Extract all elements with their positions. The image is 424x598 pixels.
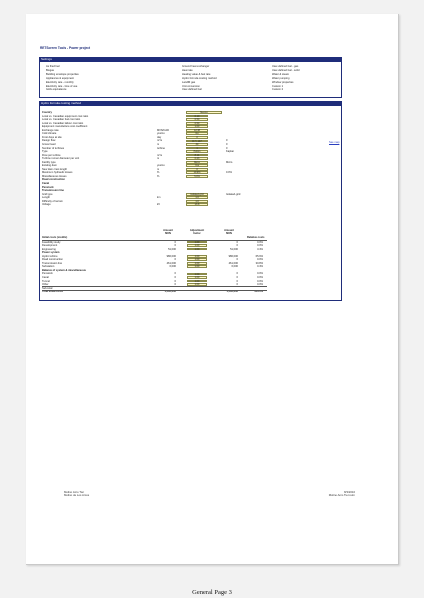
param-label: Existing dam (42, 164, 57, 168)
param-reference: Isolated-grid (226, 192, 241, 196)
param-reference: 0 (226, 142, 228, 146)
param-input[interactable]: Mexico (186, 111, 222, 114)
cost-relative: 30.8% (255, 261, 263, 265)
cost-label: Canal (42, 276, 49, 279)
param-label: Type (42, 150, 48, 154)
param-unit: MXN/CAD (157, 128, 169, 132)
cost-relative: 0.0% (257, 283, 263, 287)
param-input[interactable]: 10.0% (186, 171, 208, 174)
cost-label: Feasibility study (42, 240, 61, 244)
cost-amount-adjusted: 0 (236, 272, 238, 276)
param-label: Maximum hydraulic losses (42, 171, 73, 175)
cost-relative: 3.4% (257, 247, 263, 251)
cost-adjustment-factor[interactable]: 1.00 (187, 241, 207, 244)
cost-label: Sub-total (42, 286, 53, 290)
document-title: RETScreen Tools - Power project (40, 46, 91, 50)
cost-amount: 0 (174, 272, 176, 276)
param-unit: m³/s (157, 153, 163, 157)
cost-adjustment-factor[interactable]: 1.00 (187, 280, 207, 283)
cost-amount-adjusted: 6,000 (231, 265, 238, 269)
cost-relative: 0.0% (257, 276, 263, 279)
cost-adjustment-factor[interactable]: 1.00 (187, 255, 207, 258)
settings-item: User-defined fuel - gas (272, 65, 299, 68)
param-input[interactable]: 8.14 (186, 154, 208, 157)
cost-amount-adjusted: 0 (236, 283, 238, 287)
settings-item: Landfill gas (182, 80, 196, 84)
cost-relative: 0.0% (257, 279, 263, 283)
footer-right-line1: 8/3/2010 (344, 490, 355, 494)
param-unit: kV (157, 203, 161, 207)
cost-label: Transmission line (42, 261, 63, 265)
param-label: Local vs. Canadian equipment cost ratio (42, 114, 89, 118)
cost-label: Total initial costs (42, 290, 63, 294)
param-label: Equipment manufacture cost coefficient (42, 125, 88, 129)
amount-header: Amount (163, 229, 173, 232)
settings-item: Biogas (46, 68, 54, 72)
cost-amount: 1,506,000 (164, 290, 176, 294)
cost-relative: 0.0% (257, 240, 263, 244)
cost-amount: 986,000 (166, 254, 176, 258)
cost-amount-adjusted: 0 (236, 258, 238, 262)
settings-item: Window properties (272, 80, 294, 84)
param-label: Grid type (42, 192, 53, 196)
param-label: Design flow (42, 139, 56, 143)
param-input[interactable]: 1.00 (186, 125, 208, 128)
settings-item: GHG equivalence (46, 88, 67, 92)
cost-adjustment-factor[interactable]: 1.00 (187, 276, 207, 279)
cost-label: Hydro turbine (42, 254, 58, 258)
param-input[interactable]: 0.23 (186, 157, 208, 160)
settings-item: Heating value & fuel rate (182, 72, 211, 76)
cost-amount-adjusted: 0 (236, 240, 238, 244)
param-unit: % (157, 171, 160, 175)
hydro-header: Hydro formula costing method (39, 101, 342, 105)
adjustment-unit-header: factor (193, 232, 201, 235)
param-input[interactable]: 0.10 (186, 115, 208, 118)
cost-label: Other (42, 283, 49, 287)
param-label: Transmission line (42, 189, 64, 193)
cost-label: Development (42, 244, 58, 248)
settings-item: Water pumping (272, 76, 290, 80)
cost-amount-adjusted: 0 (236, 276, 238, 279)
cost-amount-adjusted: 0 (236, 279, 238, 283)
param-reference: Kaplan (226, 150, 235, 154)
param-input[interactable]: Yes (186, 164, 208, 167)
settings-item: Electricity rate - monthly (46, 80, 74, 84)
param-input[interactable]: 1.0 (186, 196, 208, 199)
initial-costs-header: Initial costs (credits) (42, 236, 68, 239)
amount-unit-header: MXN (165, 232, 171, 235)
cost-amount: 0 (174, 240, 176, 244)
param-label: Difficulty of terrain (42, 199, 63, 203)
param-input[interactable]: Pelton (186, 150, 208, 153)
cost-amount: 51,000 (168, 247, 176, 251)
param-label: Voltage (42, 203, 51, 207)
adjustment-header: Adjustment (189, 229, 205, 232)
param-unit: km (157, 196, 161, 200)
cost-relative: 0.0% (257, 272, 263, 276)
param-input[interactable]: 13.8 (186, 203, 208, 206)
cost-amount-adjusted: 461,000 (228, 261, 238, 265)
cost-relative: 0.4% (257, 265, 263, 269)
cost-amount-adjusted: 1,506,000 (226, 290, 238, 294)
param-reference: 0.0% (226, 171, 232, 175)
param-reference: 0 (226, 146, 228, 150)
param-label: Frost days at site (42, 135, 62, 139)
cost-label: Substation (42, 265, 55, 269)
cost-adjustment-factor[interactable]: 1.00 (187, 258, 207, 261)
param-label: Length (42, 196, 50, 200)
settings-item: Hydro formula costing method (182, 76, 217, 80)
settings-item: Appliances & equipment (46, 76, 74, 80)
param-reference: 0 (226, 139, 228, 143)
param-label: Road construction (42, 178, 65, 182)
param-input[interactable]: 5.0% (186, 175, 208, 178)
param-label: Turbine runner diameter per unit (42, 157, 80, 161)
settings-item: As fired fuel (46, 65, 60, 68)
cost-amount-adjusted: 986,000 (228, 254, 238, 258)
param-unit: day (157, 135, 162, 139)
cost-adjustment-factor[interactable]: 1.00 (187, 248, 207, 251)
footer-right-line2: Molino Arco Tier.retm (328, 493, 355, 498)
param-label: Number of turbines (42, 146, 65, 150)
cost-relative: 0.0% (257, 258, 263, 262)
settings-header: Settings (39, 57, 342, 61)
param-unit: turbine (157, 146, 165, 150)
cost-label: Penstock (42, 272, 53, 276)
param-unit: m³/s (157, 139, 163, 143)
cost-adjustment-factor[interactable]: 1.00 (187, 273, 207, 276)
param-input[interactable]: 0 (186, 168, 208, 171)
param-unit: m (157, 142, 160, 146)
param-input[interactable]: Micro (186, 161, 208, 164)
param-input[interactable]: 0.50 (186, 118, 208, 121)
param-label: Local vs. Canadian labour cost ratio (42, 121, 84, 125)
cost-amount: 6,000 (169, 265, 176, 269)
param-label: Exchange rate (42, 128, 59, 132)
param-unit: m (157, 157, 160, 161)
cost-row-rule (42, 286, 267, 287)
settings-item: Water & steam (272, 72, 290, 76)
param-label: Local vs. Canadian fuel cost ratio (42, 118, 81, 122)
cost-relative: 65.9% (255, 254, 263, 258)
page-caption: General Page 3 (192, 589, 232, 596)
cost-adjustment-factor[interactable]: 1.00 (187, 244, 207, 247)
param-label: Cold climate (42, 132, 57, 136)
param-label: Country (42, 111, 52, 114)
param-unit: yes/no (157, 164, 165, 168)
settings-item: Ground heat exchanger (182, 65, 210, 68)
settings-item: Custom 2 (272, 88, 284, 92)
settings-item: Heat rate (182, 68, 193, 72)
cost-label: Balance of system & miscellaneous (42, 268, 86, 272)
param-label: Facility type (42, 160, 56, 164)
amount2-unit-header: MXN (226, 232, 232, 235)
param-unit: yes/no (157, 132, 165, 136)
param-label: Flow per turbine (42, 153, 61, 157)
cost-amount: 0 (174, 276, 176, 279)
cost-label: Power system (42, 251, 60, 255)
param-input[interactable]: 1 (186, 147, 208, 150)
relative-costs-header: Relative costs (247, 236, 265, 239)
param-input[interactable]: No (186, 132, 208, 135)
cost-amount: 461,000 (166, 261, 176, 265)
param-label: Gross head (42, 142, 56, 146)
param-label: Canal (42, 182, 50, 185)
cost-label: Engineering (42, 247, 56, 251)
cost-amount: 0 (174, 244, 176, 248)
amount2-header: Amount (224, 229, 234, 232)
cost-amount-adjusted: 51,000 (230, 247, 238, 251)
cost-amount: 0 (174, 279, 176, 283)
cost-amount-adjusted: 0 (236, 244, 238, 248)
footer-left-line1: Molino Arco Tier (64, 490, 85, 494)
param-input[interactable]: 1.0 (186, 200, 208, 203)
settings-item: Unit conversion (182, 84, 200, 88)
see-map-link[interactable]: See map (329, 141, 340, 144)
settings-item: User-defined fuel (182, 88, 202, 92)
param-reference: Micro (226, 160, 233, 164)
param-label: New dam crest length (42, 167, 68, 171)
cost-amount: 0 (174, 283, 176, 287)
param-input[interactable]: 12.38 (186, 129, 208, 132)
param-input[interactable]: 0 (186, 136, 208, 139)
param-input[interactable]: 30 (186, 143, 208, 146)
cost-adjustment-factor[interactable]: 1.00 (187, 262, 207, 265)
param-input[interactable]: 8.7 / 147 (186, 140, 208, 143)
cost-label: Road construction (42, 258, 63, 262)
cost-relative: 100.0% (254, 290, 263, 294)
param-label: Miscellaneous losses (42, 174, 67, 178)
param-unit: m (157, 167, 160, 171)
param-label: Penstock (42, 185, 54, 189)
cost-adjustment-factor[interactable]: 1.00 (187, 283, 207, 286)
settings-item: Custom 1 (272, 84, 284, 88)
param-input[interactable]: Isolated-grid (186, 193, 208, 196)
settings-item: User-defined fuel - solid (272, 68, 300, 72)
footer-left-line2: Molino de Los Arcos (64, 493, 90, 498)
settings-item: Electricity rate - time of use (46, 84, 78, 88)
settings-item: Building envelope properties (46, 72, 79, 76)
cost-amount: 0 (174, 258, 176, 262)
param-input[interactable]: 0.50 (186, 122, 208, 125)
cost-relative: 0.0% (257, 244, 263, 248)
param-unit: % (157, 174, 160, 178)
cost-adjustment-factor[interactable]: 1.00 (187, 265, 207, 268)
cost-label: Tunnel (42, 279, 50, 283)
